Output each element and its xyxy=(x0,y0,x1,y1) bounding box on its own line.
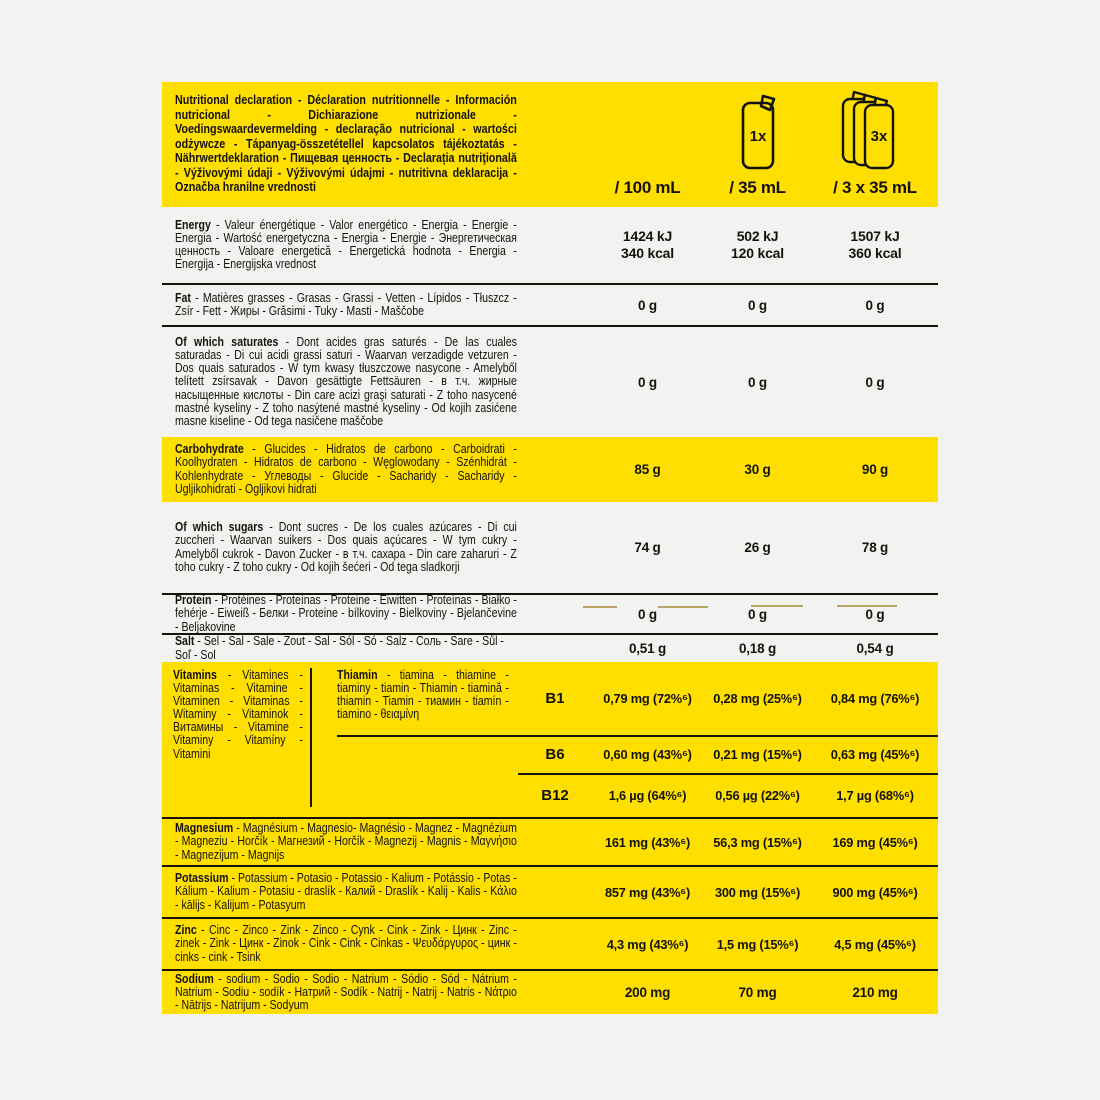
b6-per-3x35ml: 0,63 mg (45%⁶) xyxy=(830,746,920,762)
row-saturates xyxy=(162,325,938,437)
sachet-count-label: 3x xyxy=(870,128,888,145)
b12-per-35ml: 0,56 µg (22%⁶) xyxy=(715,787,800,803)
energy-label xyxy=(162,207,592,283)
row-vitamins xyxy=(162,662,938,817)
b1-per-3x35ml: 0,84 mg (76%⁶) xyxy=(830,691,920,706)
unit-35ml: / 35 mL xyxy=(729,178,786,197)
column-per-35ml xyxy=(703,82,812,207)
b1-per-35ml: 0,28 mg (25%⁶) xyxy=(713,691,802,706)
row-potassium xyxy=(162,865,938,917)
b12-per-3x35ml: 1,7 µg (68%⁶) xyxy=(836,787,914,803)
potassium-per-100ml: 857 mg (43%⁶) xyxy=(604,884,691,900)
sachet-count-label: 1x xyxy=(749,128,766,145)
row-protein xyxy=(162,593,938,633)
row-zinc xyxy=(162,917,938,969)
sodium-label: Sodium - sodium - Sodio - Sodio - Natrium - Sódio - Sód - Nátrium - Natrium - Sodiu - sodík - Натрий - Sodík - Natrij - Natrij - Natris - Νάτριο - Nātrijs - Natrijum - Sodyum xyxy=(175,971,517,1013)
row-carbohydrate xyxy=(162,437,938,502)
saturates-per-3x35ml: 0 g xyxy=(865,374,885,390)
energy-per-100ml: 1424 kJ 340 kcal xyxy=(621,228,674,261)
energy-per-3x35ml: 1507 kJ 360 kcal xyxy=(848,228,902,261)
saturates-per-35ml: 0 g xyxy=(748,374,767,390)
row-energy xyxy=(162,207,938,283)
row-magnesium xyxy=(162,817,938,865)
vitamin-b1-label: B1 xyxy=(545,690,565,707)
sodium-per-3x35ml: 210 mg xyxy=(852,985,898,1000)
zinc-per-100ml: 4,3 mg (43%⁶) xyxy=(606,936,689,952)
carbohydrate-per-3x35ml: 90 g xyxy=(861,462,889,477)
header-title: Nutritional declaration - Déclaration nutritionnelle - Información nutricional - Dichiarazione nutrizionale - Voedingswaardevermelding - declaração nutricional - wartości odżywcze - Tápanyag-összetétellel kapcsolatos tájékoztatás - Nährwertdeklaration - Пищевая ценность - Declarația nutriţională - Výživovými údaji - Výživovými údajmi - nutritivna deklaracija - Označba hranilne vrednosti xyxy=(175,92,517,194)
zinc-per-3x35ml: 4,5 mg (45%⁶) xyxy=(834,936,916,952)
unit-100ml: / 100 mL xyxy=(614,178,681,197)
magnesium-per-3x35ml: 169 mg (45%⁶) xyxy=(832,834,918,850)
potassium-per-35ml: 300 mg (15%⁶) xyxy=(714,884,801,900)
sugars-per-3x35ml: 78 g xyxy=(861,540,889,555)
sodium-per-100ml: 200 mg xyxy=(624,985,671,1000)
b6-per-35ml: 0,21 mg (15%⁶) xyxy=(713,746,802,762)
sodium-per-35ml: 70 mg xyxy=(738,985,777,1000)
magnesium-per-35ml: 56,3 mg (15%⁶) xyxy=(713,834,802,850)
protein-per-3x35ml: 0 g xyxy=(865,606,885,622)
b12-per-100ml: 1,6 µg (64%⁶) xyxy=(608,787,687,803)
nutrition-table xyxy=(162,82,938,1014)
vitamins-divider xyxy=(310,668,312,807)
protein-per-100ml: 0 g xyxy=(638,606,657,622)
fat-label: Fat - Matières grasses - Grasas - Grassi - Vetten - Lípidos - Tłuszcz - Zsír - Fett - Жиры - Grăsimi - Tuky - Masti - Maščobe xyxy=(175,290,517,318)
potassium-label: Potassium - Potassium - Potasio - Potassio - Kalium - Potássio - Potas - Kálium - Kalium - Potasiu - draslík - Калий - Draslík - Kalij - Kalis - Κάλιο - kālijs - Kalijum - Potasyum xyxy=(175,871,517,912)
carbohydrate-per-35ml: 30 g xyxy=(744,462,771,477)
gel-sachet-triple-icon xyxy=(841,90,909,172)
column-per-3x35ml xyxy=(812,82,938,207)
salt-per-35ml: 0,18 g xyxy=(738,641,777,656)
salt-per-100ml: 0,51 g xyxy=(628,641,667,656)
magnesium-label: Magnesium - Magnésium - Magnesio- Magnésio - Magnez - Magnézium - Magneziu - Horčík - Магнезий - Horčík - Magnezij - Magnis - Μαγνήσιο - Magnezijum - Magnijs xyxy=(175,821,517,862)
fat-per-100ml: 0 g xyxy=(638,297,657,313)
sugars-per-100ml: 74 g xyxy=(634,540,661,555)
row-sodium xyxy=(162,969,938,1014)
row-fat xyxy=(162,283,938,325)
carbohydrate-per-100ml: 85 g xyxy=(634,462,661,477)
sugars-per-35ml: 26 g xyxy=(744,540,771,555)
protein-label: Protein - Protéines - Proteínas - Proteine - Eiwitten - Proteínas - Białko - fehérje - Eiweiß - Белки - Proteine - bílkoviny - Bielkoviny - Bjelančevine - Beljakovine xyxy=(175,595,517,633)
fat-per-35ml: 0 g xyxy=(748,297,767,313)
energy-translations: - Valeur énergétique - Valor energético - Energia - Energie - Energia - Wartość energetyczna - Energia - Energie - Энергетическая ценность - Valoare energetică - Energetická hodnota - Energia - Energija - Energijska vrednost xyxy=(175,217,517,272)
header-row xyxy=(162,82,938,207)
saturates-per-100ml: 0 g xyxy=(638,374,657,390)
header-title-cell xyxy=(162,82,592,207)
unit-3x35ml: / 3 x 35 mL xyxy=(833,178,917,197)
energy-term: Energy xyxy=(175,217,211,232)
vitamins-label: Vitamins - Vitamines - Vitaminas - Vitamine - Vitaminen - Vitaminas - Witaminy - Vitaminok - Витамины - Vitamine - Vitaminy - Vitamíny - Vitamini xyxy=(173,668,303,761)
saturates-label: Of which saturates - Dont acides gras saturés - De las cuales saturadas - Di cui acidi grassi saturi - Waarvan verzadigde vetzuren - Dos quais saturados - W tym kwasy tłuszczowe nasycone - Amelyből telített zsírsavak - Davon gesättigte Fettsäuren - в т.ч. жирные насыщенные кислоты - Din care acizi graşi saturati - Z toho nasycené mastné kyseliny - Z toho nasýtené mastné kyseliny - Od kojih zasićene masne kiseline - Od tega nasičene maščobe xyxy=(175,335,517,428)
row-sugars xyxy=(162,502,938,593)
column-per-100ml xyxy=(592,82,703,207)
thiamin-label: Thiamin - tiamina - thiamine - tiaminy - tiamin - Thiamin - tiamină - thiamin - Tiamin - тиамин - tiamín - tiamino - θειαμίνη xyxy=(337,668,509,722)
b6-per-100ml: 0,60 mg (43%⁶) xyxy=(603,746,692,762)
sugars-label: Of which sugars - Dont sucres - De los cuales azúcares - Di cui zuccheri - Waarvan suikers - Dos quais açúcares - W tym cukry - Amelyből cukrok - Davon Zucker - в т.ч. сахара - Din care zaharuri - Z toho cukry - Z toho cukry - Od kojih šećeri - Od tega sladkorji xyxy=(175,520,517,574)
magnesium-per-100ml: 161 mg (43%⁶) xyxy=(604,834,691,850)
potassium-per-3x35ml: 900 mg (45%⁶) xyxy=(832,884,918,900)
protein-per-35ml: 0 g xyxy=(748,606,767,622)
zinc-per-35ml: 1,5 mg (15%⁶) xyxy=(716,936,799,952)
vitamin-b6-label: B6 xyxy=(545,745,565,763)
vitamin-b12-label: B12 xyxy=(541,786,569,804)
zinc-label: Zinc - Cinc - Zinco - Zink - Zinco - Cynk - Cink - Zink - Цинк - Zinc - zinek - Zink - Цинк - Zinok - Cink - Cink - Cinkas - Ψευδάργυρος - цинк - cinks - cink - Tsink xyxy=(175,923,517,964)
salt-label: Salt - Sel - Sal - Sale - Zout - Sal - Sól - Só - Salz - Соль - Sare - Sůl - Soľ - Sol xyxy=(175,635,504,662)
row-salt xyxy=(162,633,938,662)
carbohydrate-label: Carbohydrate - Glucides - Hidratos de carbono - Carboidrati - Koolhydraten - Hidratos de carbono - Węglowodany - Szénhidrát - Kohlenhydrate - Углеводы - Glucide - Sacharidy - Sacharidy - Ugljikohidrati - Ogljikovi hidrati xyxy=(175,442,517,496)
salt-per-3x35ml: 0,54 g xyxy=(856,641,894,656)
energy-per-35ml: 502 kJ 120 kcal xyxy=(731,228,784,261)
gel-sachet-icon xyxy=(738,94,778,172)
fat-per-3x35ml: 0 g xyxy=(865,297,885,313)
b1-per-100ml: 0,79 mg (72%⁶) xyxy=(603,691,692,706)
